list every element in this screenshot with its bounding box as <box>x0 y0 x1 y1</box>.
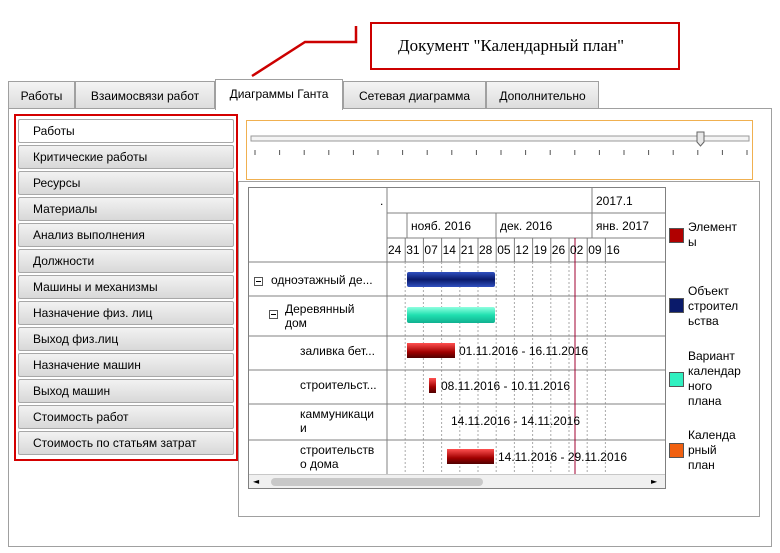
day-label: 05 <box>497 243 511 257</box>
tab-network-diagram[interactable] <box>343 81 486 109</box>
slider-thumb <box>697 132 704 146</box>
tab-work-relations[interactable] <box>75 81 215 109</box>
task-dates: 08.11.2016 - 10.11.2016 <box>441 379 570 393</box>
zoom-slider[interactable] <box>247 121 754 181</box>
list-item-label: Критические работы <box>33 150 148 164</box>
task-bar[interactable] <box>407 343 455 358</box>
tab-gantt-charts[interactable] <box>215 79 343 110</box>
day-label: 21 <box>460 243 475 257</box>
collapse-icon[interactable] <box>269 310 278 319</box>
task-name: строительст... <box>300 378 377 392</box>
list-item-label: Выход машин <box>33 384 111 398</box>
list-item-label: Назначение машин <box>33 358 141 372</box>
gantt-chart <box>248 187 666 489</box>
list-item-materials[interactable] <box>18 197 234 221</box>
day-label: 16 <box>606 243 620 257</box>
legend-swatch <box>669 298 684 313</box>
list-item-critical-works[interactable] <box>18 145 234 169</box>
day-label: 09 <box>588 243 602 257</box>
tab-additional[interactable] <box>486 81 599 109</box>
tab-label: Взаимосвязи работ <box>90 89 200 103</box>
day-label: 24 <box>388 243 402 257</box>
list-item-work-cost[interactable] <box>18 405 234 429</box>
month-label: янв. 2017 <box>596 219 649 233</box>
day-label: 02 <box>570 243 584 257</box>
legend-label: Вариант календар ного плана <box>688 349 741 408</box>
slider-track <box>251 136 749 141</box>
task-bar[interactable] <box>429 378 436 393</box>
list-item-label: Назначение физ. лиц <box>33 306 153 320</box>
list-item-label: Материалы <box>33 202 98 216</box>
list-item-positions[interactable] <box>18 249 234 273</box>
task-name: Деревянный дом <box>285 302 355 330</box>
list-item-label: Ресурсы <box>33 176 81 190</box>
callout-text: Документ "Календарный план" <box>398 36 625 55</box>
month-label: нояб. 2016 <box>411 219 472 233</box>
callout-box <box>370 22 680 70</box>
scroll-right-icon[interactable]: ► <box>651 477 658 486</box>
day-label: 07 <box>424 243 438 257</box>
tab-label: Работы <box>20 89 63 103</box>
legend-label: Календа рный план <box>688 428 736 472</box>
month-label: дек. 2016 <box>500 219 553 233</box>
day-label: 19 <box>533 243 547 257</box>
legend-swatch <box>669 228 684 243</box>
day-label: 28 <box>479 243 493 257</box>
horizontal-scrollbar[interactable] <box>249 474 665 488</box>
list-item-cost-by-items[interactable] <box>18 431 234 455</box>
day-label: 14 <box>442 243 456 257</box>
day-label: 31 <box>406 243 420 257</box>
legend-swatch <box>669 372 684 387</box>
task-name: заливка бет... <box>300 344 375 358</box>
corner-mark: . <box>380 194 384 208</box>
list-item-works[interactable] <box>18 119 234 143</box>
list-item-machines[interactable] <box>18 275 234 299</box>
list-item-label: Машины и механизмы <box>33 280 158 294</box>
list-item-label: Анализ выполнения <box>33 228 145 242</box>
task-bar[interactable] <box>447 449 494 464</box>
gantt-view-list <box>14 114 238 461</box>
collapse-icon[interactable] <box>254 277 263 286</box>
scroll-thumb[interactable] <box>271 478 483 486</box>
year-label: 2017.1 <box>596 194 633 208</box>
list-item-machine-assignment[interactable] <box>18 353 234 377</box>
scroll-left-icon[interactable]: ◄ <box>253 477 260 486</box>
list-item-label: Стоимость работ <box>33 410 129 424</box>
legend-label: Объект строител ьства <box>688 284 739 328</box>
legend-label: Элемент ы <box>688 220 737 249</box>
list-item-label: Должности <box>33 254 95 268</box>
day-label: 26 <box>551 243 566 257</box>
task-name: каммуникаци и <box>300 407 374 435</box>
list-item-label: Стоимость по статьям затрат <box>33 436 197 450</box>
task-dates: 14.11.2016 - 29.11.2016 <box>498 450 627 464</box>
day-label: 12 <box>515 243 529 257</box>
task-bar[interactable] <box>407 272 495 287</box>
tab-label: Сетевая диаграмма <box>359 89 470 103</box>
tab-works[interactable] <box>8 81 75 109</box>
task-bar[interactable] <box>407 307 495 323</box>
list-item-machine-output[interactable] <box>18 379 234 403</box>
list-item-execution-analysis[interactable] <box>18 223 234 247</box>
tab-label: Дополнительно <box>499 89 586 103</box>
zoom-slider-panel <box>246 120 753 180</box>
list-item-person-output[interactable] <box>18 327 234 351</box>
task-name: одноэтажный де... <box>271 273 373 287</box>
task-name: строительств о дома <box>300 443 375 471</box>
list-item-resources[interactable] <box>18 171 234 195</box>
legend-swatch <box>669 443 684 458</box>
task-dates: 14.11.2016 - 14.11.2016 <box>451 414 580 428</box>
list-item-label: Работы <box>33 124 75 138</box>
list-item-person-assignment[interactable] <box>18 301 234 325</box>
task-dates: 01.11.2016 - 16.11.2016 <box>459 344 588 358</box>
tab-label: Диаграммы Ганта <box>229 87 329 101</box>
list-item-label: Выход физ.лиц <box>33 332 119 346</box>
